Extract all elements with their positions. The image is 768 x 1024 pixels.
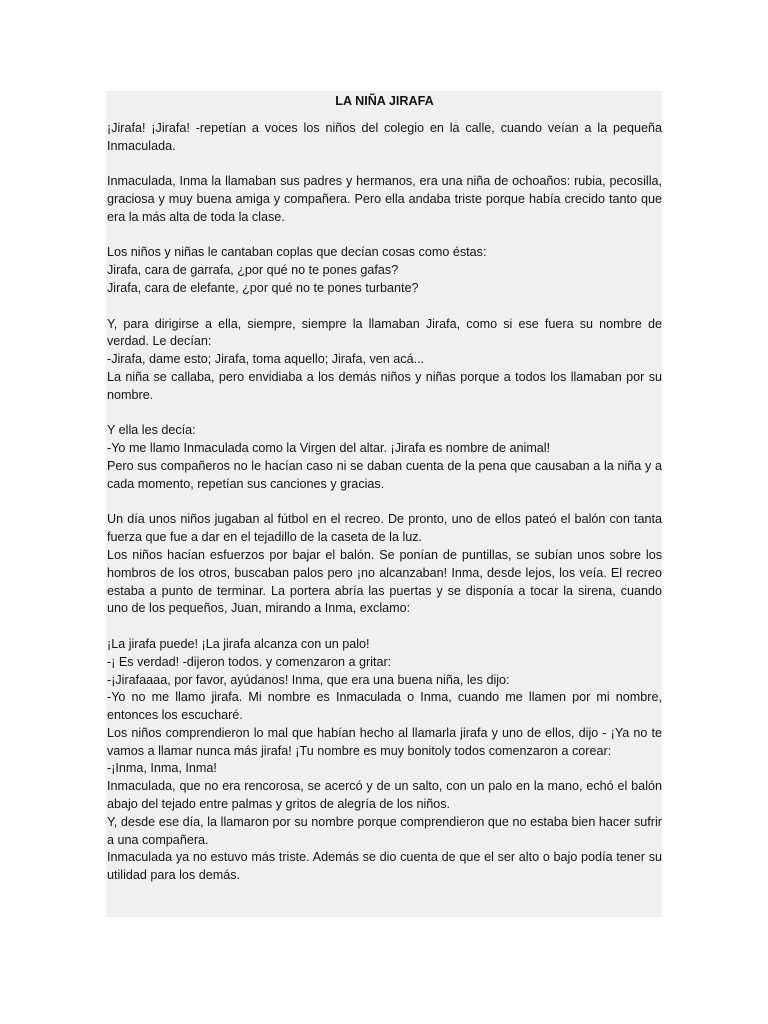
document-content bbox=[107, 93, 662, 885]
text-line: Inmaculada, Inma la llamaban sus padres y hermanos, era una niña de ochoaños: rubia, pecosilla, graciosa y muy buena amiga y compañera. Pero ella andaba triste porque había crecido tanto que era la más alta de toda la clase. bbox=[107, 174, 662, 224]
text-line: Jirafa, cara de elefante, ¿por qué no te pones turbante? bbox=[107, 280, 419, 295]
text-line: -Jirafa, dame esto; Jirafa, toma aquello; Jirafa, ven acá... bbox=[107, 352, 425, 367]
text-line: -¡Inma, Inma, Inma! bbox=[107, 761, 217, 776]
text-line: Y ella les decía: bbox=[107, 423, 196, 438]
paragraph bbox=[107, 636, 662, 885]
text-line: ¡La jirafa puede! ¡La jirafa alcanza con un palo! bbox=[107, 636, 370, 651]
text-line: La niña se callaba, pero envidiaba a los demás niños y niñas porque a todos los llamaban por su nombre. bbox=[107, 369, 662, 402]
text-line: Y, desde ese día, la llamaron por su nombre porque comprendieron que no estaba bien hacer sufrir a una compañera. bbox=[107, 814, 662, 847]
document-title: LA NIÑA JIRAFA bbox=[335, 94, 434, 108]
text-line: Inmaculada ya no estuvo más triste. Además se dio cuenta de que el ser alto o bajo podía tener su utilidad para los demás. bbox=[107, 850, 662, 883]
paragraph bbox=[107, 316, 662, 405]
paragraph bbox=[107, 244, 662, 297]
paragraph bbox=[107, 120, 662, 156]
paragraph bbox=[107, 173, 662, 226]
text-line: ¡Jirafa! ¡Jirafa! -repetían a voces los niños del colegio en la calle, cuando veían a la pequeña Inmaculada. bbox=[107, 120, 662, 153]
text-line: Un día unos niños jugaban al fútbol en el recreo. De pronto, uno de ellos pateó el balón con tanta fuerza que fue a dar en el tejadillo de la caseta de la luz. bbox=[107, 512, 662, 545]
paragraph bbox=[107, 422, 662, 493]
text-line: Los niños comprendieron lo mal que habían hecho al llamarla jirafa y uno de ellos, dijo - ¡Ya no te vamos a llamar nunca más jirafa! ¡Tu nombre es muy bonitoly todos comenzaron a corear: bbox=[107, 725, 662, 758]
text-line: Inmaculada, que no era rencorosa, se acercó y de un salto, con un palo en la mano, echó el balón abajo del tejado entre palmas y gritos de alegría de los niños. bbox=[107, 779, 662, 812]
text-line: -¡Jirafaaaa, por favor, ayúdanos! Inma, que era una buena niña, les dijo: bbox=[107, 672, 510, 687]
text-line: -¡ Es verdad! -dijeron todos. y comenzaron a gritar: bbox=[107, 654, 392, 669]
paragraph bbox=[107, 511, 662, 618]
text-line: Y, para dirigirse a ella, siempre, siempre la llamaban Jirafa, como si ese fuera su nombre de verdad. Le decían: bbox=[107, 316, 662, 349]
text-line: Jirafa, cara de garrafa, ¿por qué no te pones gafas? bbox=[107, 263, 399, 278]
text-line: -Yo me llamo Inmaculada como la Virgen del altar. ¡Jirafa es nombre de animal! bbox=[107, 441, 551, 456]
text-line: Pero sus compañeros no le hacían caso ni se daban cuenta de la pena que causaban a la niña y a cada momento, repetían sus canciones y gracias. bbox=[107, 458, 662, 491]
text-line: Los niños hacían esfuerzos por bajar el balón. Se ponían de puntillas, se subían unos sobre los hombros de los otros, buscaban palos pero ¡no alcanzaban! Inma, desde lejos, los veía. El recreo estaba a punto de terminar. La portera abría las puertas y se disponía a tocar la sirena, cuando uno de los pequeños, Juan, mirando a Inma, exclamo: bbox=[107, 547, 662, 616]
text-line: -Yo no me llamo jirafa. Mi nombre es Inmaculada o Inma, cuando me llamen por mi nombre, entonces los escucharé. bbox=[107, 690, 662, 723]
text-line: Los niños y niñas le cantaban coplas que decían cosas como éstas: bbox=[107, 245, 487, 260]
